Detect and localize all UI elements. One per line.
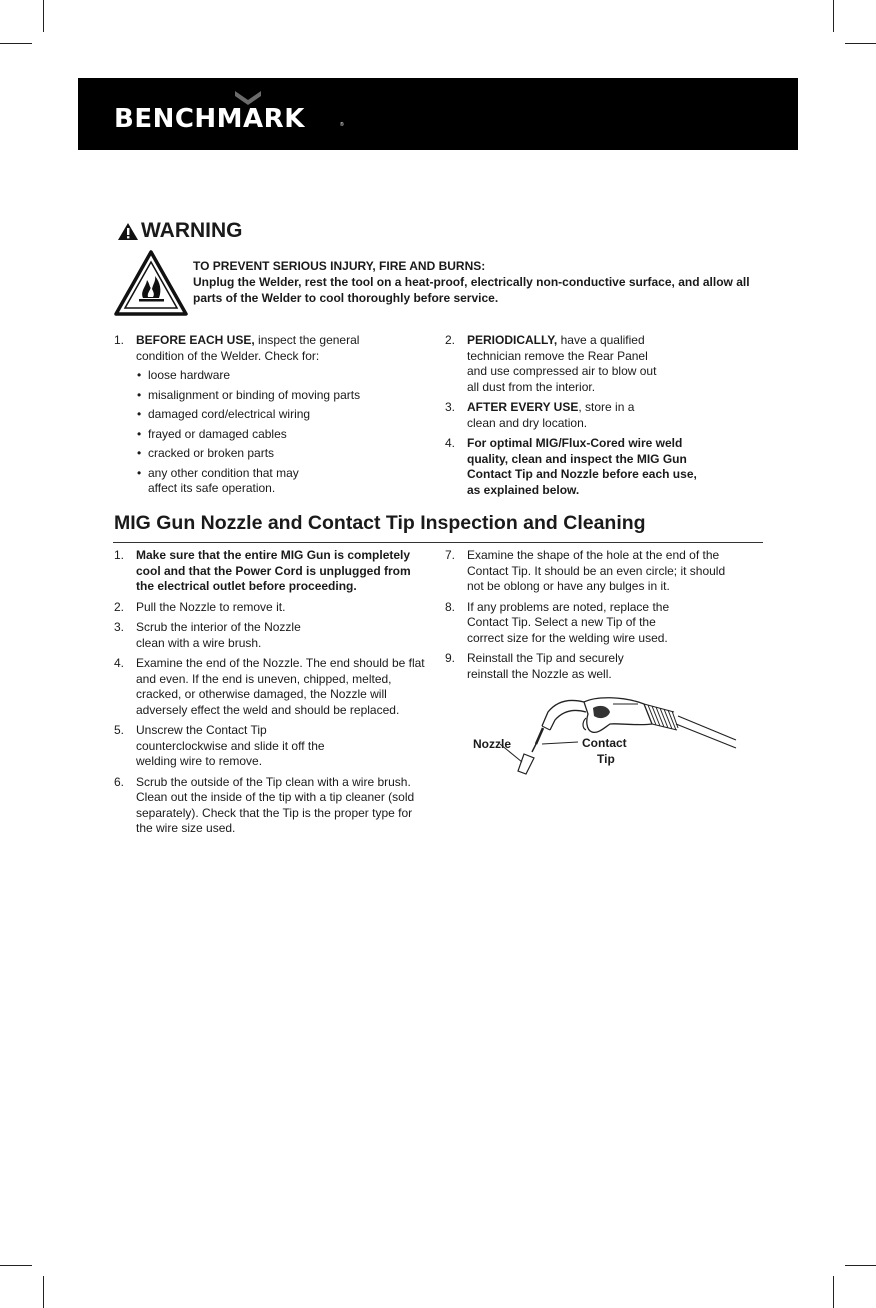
list-item: 4. For optimal MIG/Flux-Cored wire weld quality, clean and inspect the MIG Gun Contact Tip and Nozzle before each use, as explained below.: [445, 436, 697, 497]
list-item: 1. BEFORE EACH USE, inspect the general condition of the Welder. Check for: • loose hardware • misalignment or binding of moving parts • damaged cord/electrical wiring • frayed or damaged cables • cracked or broken parts • any other condition that may affect its safe operation.: [114, 333, 424, 497]
warning-title: WARNING: [117, 219, 243, 243]
crop-mark: [43, 0, 44, 32]
steps-left-column: [114, 548, 436, 842]
bullet-item: • frayed or damaged cables: [137, 426, 287, 441]
crop-mark: [0, 1265, 32, 1266]
steps-right-column: [445, 548, 745, 687]
bullet-item: • loose hardware: [137, 368, 231, 382]
fire-hazard-icon: [113, 249, 189, 317]
warning-triangle-icon: [117, 222, 139, 241]
warning-text: [193, 258, 773, 306]
step-item: 5. Unscrew the Contact Tip counterclockwise and slide it off the welding wire to remove.: [114, 723, 325, 768]
brand-logo: BENCHMARK: [114, 104, 305, 134]
list-item: 3. AFTER EVERY USE, store in a clean and dry location.: [445, 400, 635, 430]
crop-mark: [833, 0, 834, 32]
crop-mark: [845, 43, 876, 44]
nozzle-label: Nozzle: [473, 737, 512, 751]
brand-header: [78, 78, 798, 150]
step-item: 2. Pull the Nozzle to remove it.: [114, 599, 286, 614]
maintenance-right-column: [445, 333, 720, 503]
step-item: 3. Scrub the interior of the Nozzle clean with a wire brush.: [114, 620, 301, 650]
maintenance-left-column: [114, 333, 424, 502]
bullet-item: • misalignment or binding of moving parts: [137, 387, 361, 402]
warning-heading: TO PREVENT SERIOUS INJURY, FIRE AND BURNS:: [193, 259, 486, 273]
step-item: 1. Make sure that the entire MIG Gun is completely cool and that the Power Cord is unplugged from the electrical outlet before proceeding.: [114, 548, 411, 593]
bullet-item: • cracked or broken parts: [137, 446, 275, 460]
contact-tip-label: Contact: [582, 736, 627, 750]
contact-tip-label-line2: Tip: [597, 752, 615, 766]
registered-mark: ®: [340, 122, 344, 128]
warning-body: Unplug the Welder, rest the tool on a heat-proof, electrically non-conductive surface, and allow all parts of the Welder to cool thoroughly before service.: [193, 275, 750, 305]
bullet-item: • damaged cord/electrical wiring: [137, 407, 311, 421]
crop-mark: [43, 1276, 44, 1308]
list-item: 2. PERIODICALLY, have a qualified technician remove the Rear Panel and use compressed air to blow out all dust from the interior.: [445, 333, 657, 394]
crop-mark: [845, 1265, 876, 1266]
crop-mark: [833, 1276, 834, 1308]
crop-mark: [0, 43, 32, 44]
step-item: 4. Examine the end of the Nozzle. The end should be flat and even. If the end is uneven, chipped, melted, cracked, or otherwise damaged, the Nozzle will adversely effect the weld and should be replaced.: [114, 656, 425, 717]
step-item: 9. Reinstall the Tip and securely reinstall the Nozzle as well.: [445, 651, 624, 681]
step-item: 7. Examine the shape of the hole at the end of the Contact Tip. It should be an even circle; it should not be oblong or have any bulges in it.: [445, 548, 726, 593]
bullet-item: • any other condition that may affect its safe operation.: [137, 465, 299, 495]
section-title: MIG Gun Nozzle and Contact Tip Inspection and Cleaning: [114, 512, 646, 534]
chevron-logo-icon: [235, 91, 261, 105]
step-item: 8. If any problems are noted, replace the Contact Tip. Select a new Tip of the correct size for the welding wire used.: [445, 599, 670, 645]
divider: [113, 542, 763, 543]
step-item: 6. Scrub the outside of the Tip clean with a wire brush. Clean out the inside of the tip with a tip cleaner (sold separately). Check that the Tip is the proper type for the wire size used.: [114, 774, 415, 835]
